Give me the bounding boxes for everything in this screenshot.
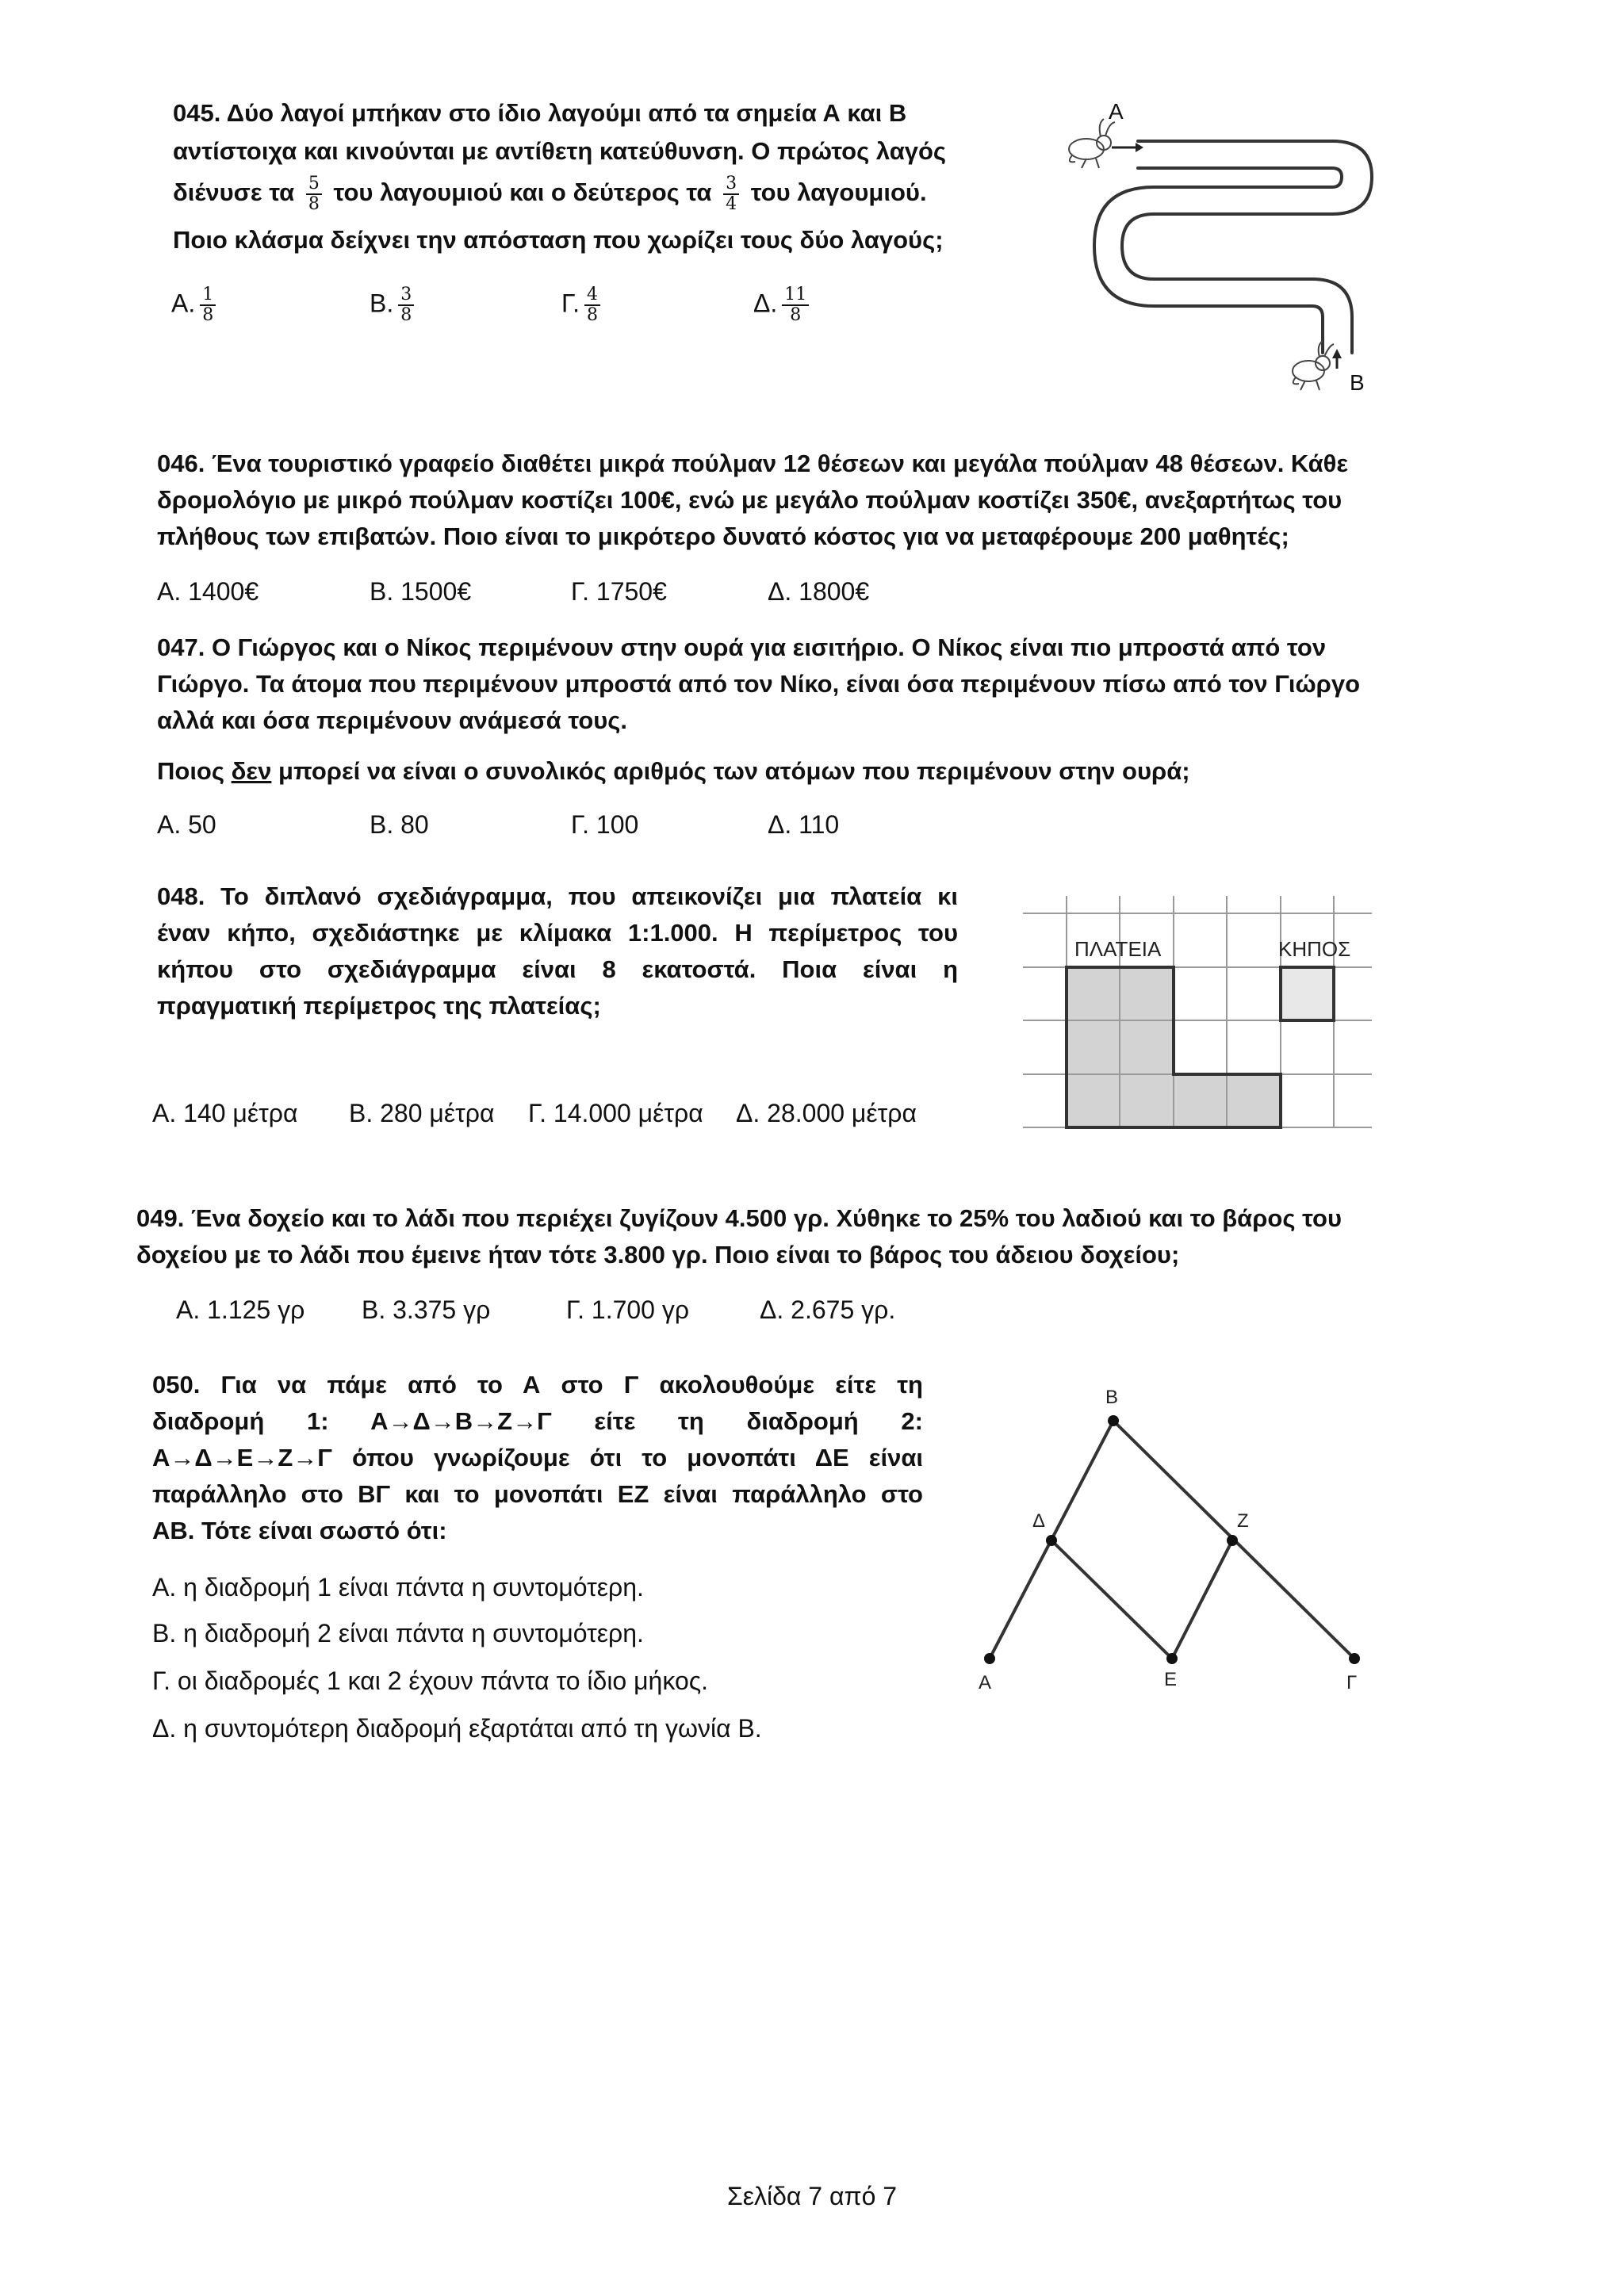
burrow-label-b: B [1350, 370, 1365, 395]
q048-option-b: Β. 280 μέτρα [349, 1099, 495, 1127]
q049-line1: 049. Ένα δοχείο και το λάδι που περιέχει ζυγίζουν 4.500 γρ. Χύθηκε το 25% του λαδιού και το βάρος του [136, 1204, 1342, 1232]
q046-option-d: Δ. 1800€ [768, 577, 870, 606]
point-d [1046, 1535, 1057, 1546]
q050-option-b: Β. η διαδρομή 2 είναι πάντα η συντομότερη. [152, 1619, 644, 1647]
segment-ez [1172, 1540, 1232, 1659]
q050-option-d: Δ. η συντομότερη διαδρομή εξαρτάται από τη γωνία Β. [152, 1714, 762, 1743]
q050-line4: παράλληλο στο ΒΓ και το μονοπάτι ΕΖ είναι παράλληλο στο [152, 1480, 923, 1508]
route-lines [990, 1421, 1354, 1659]
q045-line3 [173, 174, 927, 214]
q050-line3: Α→Δ→Ε→Ζ→Γ όπου γνωρίζουμε ότι το μονοπάτι ΔΕ είναι [152, 1444, 923, 1471]
q050-line2: διαδρομή 1: Α→Δ→Β→Ζ→Γ είτε τη διαδρομή 2: [152, 1407, 923, 1435]
fraction-5-8: $\frac{5}{8}$ [306, 174, 322, 214]
q046-line3: πλήθους των επιβατών. Ποιο είναι το μικρότερο δυνατό κόστος για να μεταφέρουμε 200 μαθητές; [157, 522, 1289, 550]
q045-line1: 045. Δύο λαγοί μπήκαν στο ίδιο λαγούμι από τα σημεία Α και Β [173, 99, 907, 127]
route-points [984, 1415, 1360, 1664]
point-g [1349, 1653, 1360, 1664]
point-z [1227, 1535, 1238, 1546]
underlined-not: δεν [231, 757, 272, 785]
point-e [1166, 1653, 1178, 1664]
label-square: ΠΛΑΤΕΙΑ [1074, 937, 1162, 961]
label-e: Ε [1164, 1669, 1178, 1690]
route-figure [967, 1380, 1380, 1697]
q049-option-b: Β. 3.375 γρ [362, 1295, 491, 1324]
q049-option-d: Δ. 2.675 γρ. [760, 1295, 896, 1324]
q045-line3-a: διένυσε τα [173, 178, 295, 207]
question-050 [152, 1367, 923, 1549]
question-048 [157, 878, 958, 1024]
q047-option-c: Γ. 100 [571, 810, 639, 839]
q048-option-c: Γ. 14.000 μέτρα [528, 1099, 703, 1127]
burrow-label-a: A [1109, 99, 1124, 124]
rabbit-b-icon [1293, 341, 1334, 390]
arrow-a-icon [1112, 143, 1143, 152]
q047-option-d: Δ. 110 [768, 810, 840, 839]
q048-line1: 048. Το διπλανό σχεδιάγραμμα, που απεικονίζει μια πλατεία κι [157, 882, 958, 910]
q045-option-c: Γ. $\frac{4}{8}$ [561, 285, 605, 325]
q048-line3: κήπου στο σχεδιάγραμμα είναι 8 εκατοστά. Ποια είναι η [157, 955, 958, 983]
q045-line4: Ποιο κλάσμα δείχνει την απόσταση που χωρίζει τους δύο λαγούς; [173, 226, 944, 254]
q047-line2: Γιώργο. Τα άτομα που περιμένουν μπροστά από τον Νίκο, είναι όσα περιμένουν πίσω από τον Γιώργο [157, 670, 1361, 698]
q045-line3-c: του λαγουμιού. [750, 178, 927, 207]
page-footer: Σελίδα 7 από 7 [726, 2182, 898, 2210]
q050-line5: ΑΒ. Τότε είναι σωστό ότι: [152, 1517, 447, 1544]
q045-option-a: Α. $\frac{1}{8}$ [171, 285, 220, 325]
fraction-3-4: $\frac{3}{4}$ [723, 174, 739, 214]
q049-line2: δοχείου με το λάδι που έμεινε ήταν τότε 3.800 γρ. Ποιο είναι το βάρος του άδειου δοχείου; [136, 1241, 1180, 1269]
label-b: Β [1105, 1387, 1119, 1408]
q046-line1: 046. Ένα τουριστικό γραφείο διαθέτει μικρά πούλμαν 12 θέσεων και μεγάλα πούλμαν 48 θέσεων. Κάθε [157, 450, 1349, 477]
label-z: Ζ [1237, 1510, 1249, 1532]
q049-option-c: Γ. 1.700 γρ [566, 1295, 690, 1324]
q045-option-d: Δ. $\frac{11}{8}$ [753, 285, 814, 325]
q050-option-a: Α. η διαδρομή 1 είναι πάντα η συντομότερη. [152, 1573, 644, 1601]
q046-option-b: Β. 1500€ [370, 577, 472, 606]
q047-option-a: Α. 50 [157, 810, 216, 839]
segment-de [1051, 1540, 1172, 1659]
q046-option-a: Α. 1400€ [157, 577, 259, 606]
point-a [984, 1653, 995, 1664]
q045-line3-b: του λαγουμιού και ο δεύτερος τα [333, 178, 712, 207]
q047-line1: 047. Ο Γιώργος και ο Νίκος περιμένουν στην ουρά για εισιτήριο. Ο Νίκος είναι πιο μπροστά από τον [157, 633, 1327, 661]
q046-option-c: Γ. 1750€ [571, 577, 667, 606]
q048-option-d: Δ. 28.000 μέτρα [736, 1099, 917, 1127]
label-a: Α [979, 1672, 992, 1693]
point-b [1108, 1415, 1119, 1426]
label-d: Δ [1032, 1510, 1046, 1532]
q047-line3: αλλά και όσα περιμένουν ανάμεσά τους. [157, 706, 628, 734]
plan-figure [1023, 896, 1372, 1150]
q045-option-b: Β. $\frac{3}{8}$ [370, 285, 419, 325]
q046-line2: δρομολόγιο με μικρό πούλμαν κοστίζει 100€, ενώ με μεγάλο πούλμαν κοστίζει 350€, ανεξαρτήτως του [157, 486, 1342, 514]
q047-question: Ποιος δεν μπορεί να είναι ο συνολικός αριθμός των ατόμων που περιμένουν στην ουρά; [157, 757, 1190, 785]
q045-line2: αντίστοιχα και κινούνται με αντίθετη κατεύθυνση. Ο πρώτος λαγός [173, 137, 947, 165]
label-garden: ΚΗΠΟΣ [1278, 937, 1351, 961]
rabbit-a-icon [1069, 119, 1115, 168]
arrow-b-icon [1332, 349, 1342, 369]
q050-line1: 050. Για να πάμε από το Α στο Γ ακολουθούμε είτε τη [152, 1371, 923, 1399]
q048-line4: πραγματική περίμετρος της πλατείας; [157, 992, 601, 1020]
garden-shape [1281, 967, 1334, 1020]
q048-line2: έναν κήπο, σχεδιάστηκε με κλίμακα 1:1.000. Η περίμετρος του [157, 919, 958, 947]
q047-option-b: Β. 80 [370, 810, 429, 839]
q049-option-a: Α. 1.125 γρ [176, 1295, 305, 1324]
q048-option-a: Α. 140 μέτρα [152, 1099, 298, 1127]
burrow-tunnel [1094, 141, 1372, 353]
burrow-figure [1055, 95, 1404, 404]
label-g: Γ [1346, 1672, 1358, 1693]
q050-option-c: Γ. οι διαδρομές 1 και 2 έχουν πάντα το ίδιο μήκος. [152, 1667, 709, 1695]
